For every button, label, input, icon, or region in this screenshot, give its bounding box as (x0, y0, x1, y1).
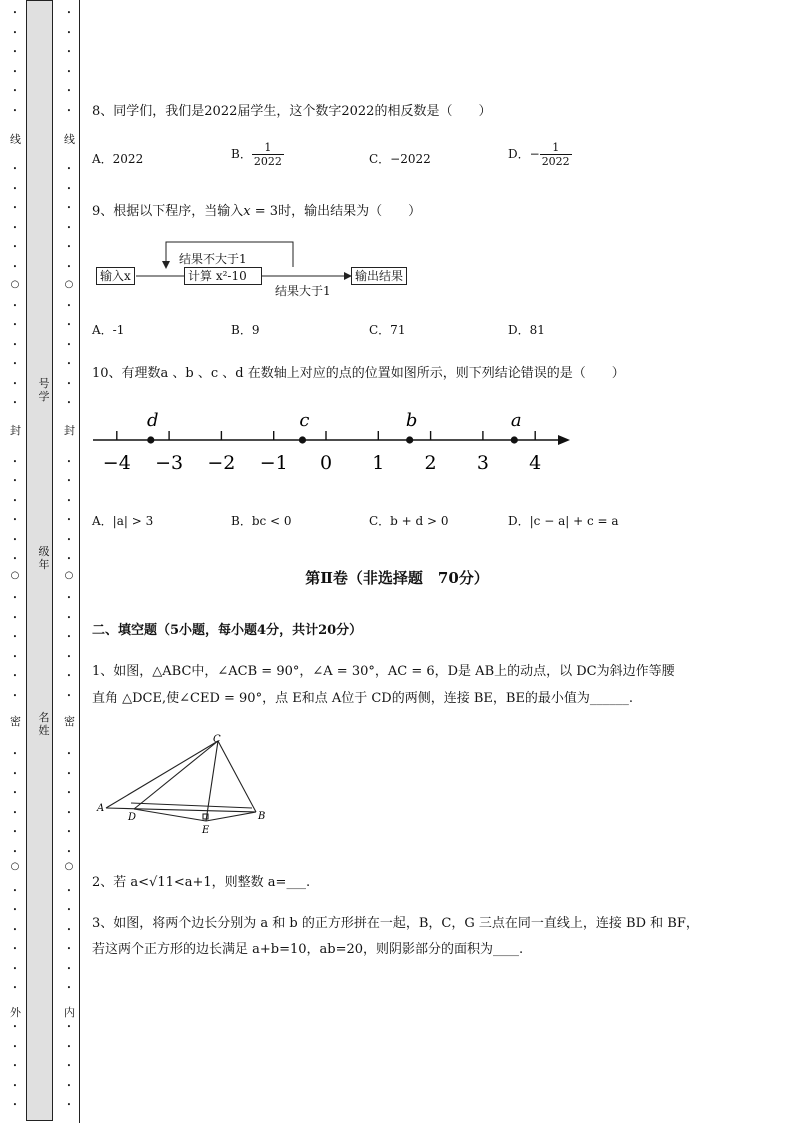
seal-dot: • (66, 204, 72, 212)
seal-dot: • (66, 613, 72, 622)
number-line-point-label-b: b (405, 410, 418, 431)
outer-label-2: 封 (10, 424, 21, 437)
seal-dot: • (66, 1101, 72, 1109)
seal-dot: • (12, 964, 18, 973)
inner-circle-3: ○ (64, 861, 74, 872)
seal-dot: • (12, 925, 18, 934)
seal-dot: • (12, 9, 18, 17)
seal-dot: • (66, 477, 72, 485)
seal-dot: • (12, 555, 18, 563)
seal-dot: • (66, 808, 72, 817)
seal-dot: • (12, 67, 18, 76)
flow-output-box: 输出结果 (351, 267, 407, 285)
question-9: 9、根据以下程序，当输入x = 3时，输出结果为（ ） (92, 204, 422, 219)
seal-dot: • (66, 1042, 72, 1051)
seal-dot: • (66, 964, 72, 973)
seal-dot: • (12, 223, 18, 232)
seal-dot: • (66, 1062, 72, 1070)
label-d: D (128, 812, 137, 823)
number-line-tick-label: −4 (102, 452, 131, 474)
seal-dot: • (66, 886, 72, 895)
q9-option-b: B．9 (231, 323, 260, 337)
seal-dot: • (66, 906, 72, 914)
seal-dot: • (12, 1023, 18, 1031)
number-line-arrow (558, 435, 570, 445)
seal-dot: • (66, 67, 72, 76)
seal-dot: • (12, 243, 18, 251)
number-line-point-b (406, 436, 413, 443)
number-line-figure (90, 405, 580, 480)
seal-dot: • (66, 340, 72, 349)
seal-dot: • (12, 984, 18, 992)
seal-dot: • (66, 516, 72, 524)
inner-label-1: 线 (64, 133, 75, 146)
outer-label-1: 线 (10, 133, 21, 146)
inner-label-3: 密 (64, 715, 75, 728)
margin-border-line (79, 0, 80, 1123)
number-line-point-d (147, 436, 154, 443)
number-line-tick-label: 0 (319, 452, 333, 474)
label-a: A (97, 803, 105, 814)
seal-dot: • (66, 828, 72, 836)
seal-dot: • (66, 360, 72, 368)
seal-dot: • (66, 9, 72, 17)
seal-dot: • (12, 340, 18, 349)
seal-dot: • (12, 1042, 18, 1051)
seal-dot: • (12, 808, 18, 817)
seal-dot: • (66, 262, 72, 271)
seal-dot: • (12, 28, 18, 37)
seal-dot: • (12, 750, 18, 758)
outer-circle-2: ○ (10, 570, 20, 581)
seal-dot: • (66, 223, 72, 232)
seal-dot: • (66, 789, 72, 797)
seal-dot: • (66, 243, 72, 251)
seal-dot: • (12, 535, 18, 544)
seal-dot: • (12, 399, 18, 407)
q8-option-c: C．−2022 (369, 152, 431, 166)
inner-label-4: 内 (64, 1006, 75, 1019)
seal-dot: • (66, 769, 72, 778)
q10-option-b: B．bc < 0 (231, 514, 292, 528)
outer-label-4: 外 (10, 1006, 21, 1019)
q8-option-d: D．− $\frac{1}{2022}$ (508, 141, 570, 168)
fill-question-3-line-2: 若这两个正方形的边长满足 a+b=10，ab=20，则阴影部分的面积为____. (92, 942, 524, 957)
field-name: 名姓 (38, 711, 50, 737)
label-b: B (258, 811, 266, 822)
seal-dot: • (66, 496, 72, 505)
label-e: E (202, 825, 210, 836)
seal-dot: • (66, 1023, 72, 1031)
seal-dot: • (66, 672, 72, 680)
seal-dot: • (12, 106, 18, 115)
seal-dot: • (66, 457, 72, 466)
number-line-tick-label: 2 (424, 452, 437, 474)
number-line-tick-label: −3 (155, 452, 184, 474)
number-line-tick-label: −1 (259, 452, 288, 474)
number-line-tick-label: 3 (476, 452, 489, 474)
outer-label-3: 密 (10, 715, 21, 728)
seal-dot: • (66, 379, 72, 388)
seal-dot: • (12, 886, 18, 895)
fill-question-1-line-1: 1、如图，△ABC中，∠ACB = 90°，∠A = 30°，AC = 6，D是 AB上的动点，以 DC为斜边作等腰 (92, 664, 675, 679)
seal-dot: • (66, 301, 72, 310)
q8-option-a: A．2022 (92, 152, 144, 166)
seal-dot: • (66, 1081, 72, 1090)
inner-circle-1: ○ (64, 279, 74, 290)
seal-dot: • (66, 321, 72, 329)
seal-dot: • (12, 691, 18, 700)
number-line-tick-label: 4 (529, 452, 542, 474)
fill-question-1-line-2: 直角 △DCE,使∠CED = 90°，点 E和点 A位于 CD的两侧，连接 BE，BE的最小值为______. (92, 691, 634, 706)
seal-dot: • (12, 613, 18, 622)
seal-dot: • (66, 691, 72, 700)
seal-dot: • (66, 594, 72, 602)
field-student-id: 号学 (38, 377, 50, 403)
fill-in-blank-heading: 二、填空题（5小题，每小题4分，共计20分） (92, 623, 363, 638)
seal-dot: • (12, 360, 18, 368)
q8-option-b: B． $\frac{1}{2022}$ (231, 141, 282, 168)
seal-dot: • (66, 184, 72, 193)
seal-dot: • (66, 87, 72, 95)
number-line-point-label-a: a (510, 410, 522, 431)
flow-compute-box: 计算 x²-10 (184, 267, 262, 285)
seal-dot: • (66, 106, 72, 115)
seal-dot: • (12, 847, 18, 856)
seal-dot: • (66, 165, 72, 173)
seal-dot: • (12, 262, 18, 271)
seal-dot: • (66, 750, 72, 758)
seal-dot: • (12, 1101, 18, 1109)
flow-loop-label: 结果不大于1 (179, 252, 247, 266)
seal-dot: • (66, 984, 72, 992)
seal-dot: • (12, 477, 18, 485)
seal-dot: • (66, 945, 72, 953)
seal-dot: • (12, 828, 18, 836)
q10-option-c: C．b + d > 0 (369, 514, 449, 528)
seal-dot: • (12, 321, 18, 329)
seal-dot: • (66, 535, 72, 544)
seal-dot: • (12, 496, 18, 505)
seal-dot: • (12, 769, 18, 778)
q9-option-c: C．71 (369, 323, 406, 337)
seal-dot: • (12, 1062, 18, 1070)
inner-circle-2: ○ (64, 570, 74, 581)
triangle-figure (94, 730, 274, 840)
outer-circle-1: ○ (10, 279, 20, 290)
q9-option-a: A．-1 (92, 323, 125, 337)
number-line-tick-label: 1 (372, 452, 385, 474)
seal-dot: • (66, 28, 72, 37)
seal-dot: • (66, 399, 72, 407)
fill-question-3-line-1: 3、如图，将两个边长分别为 a 和 b 的正方形拼在一起，B，C，G 三点在同一直线上，连接 BD 和 BF， (92, 916, 699, 931)
field-grade: 级年 (38, 545, 50, 571)
seal-dot: • (12, 945, 18, 953)
seal-dot: • (12, 789, 18, 797)
section-2-title: 第Ⅱ卷（非选择题 70分） (305, 569, 489, 587)
q10-option-a: A．|a| > 3 (92, 514, 154, 528)
seal-dot: • (12, 652, 18, 661)
seal-dot: • (12, 457, 18, 466)
number-line-point-label-c: c (299, 410, 310, 431)
seal-dot: • (66, 633, 72, 641)
seal-dot: • (66, 847, 72, 856)
seal-dot: • (12, 379, 18, 388)
seal-dot: • (12, 633, 18, 641)
flow-input-box: 输入x (96, 267, 135, 285)
q9-option-d: D．81 (508, 323, 545, 337)
inner-label-2: 封 (64, 424, 75, 437)
seal-dot: • (12, 184, 18, 193)
number-line-point-c (299, 436, 306, 443)
seal-dot: • (12, 672, 18, 680)
seal-dot: • (12, 594, 18, 602)
outer-circle-3: ○ (10, 861, 20, 872)
seal-dot: • (12, 906, 18, 914)
question-8: 8、同学们，我们是2022届学生，这个数字2022的相反数是（ ） (92, 104, 492, 119)
seal-dot: • (12, 204, 18, 212)
seal-dot: • (12, 1081, 18, 1090)
question-10: 10、有理数a 、b 、c 、d 在数轴上对应的点的位置如图所示，则下列结论错误的是（ ） (92, 366, 625, 381)
number-line-tick-label: −2 (207, 452, 236, 474)
number-line-point-a (511, 436, 518, 443)
seal-dot: • (12, 165, 18, 173)
seal-dot: • (12, 301, 18, 310)
flow-forward-label: 结果大于1 (275, 284, 331, 298)
number-line-point-label-d: d (147, 410, 159, 431)
seal-dot: • (66, 925, 72, 934)
seal-dot: • (66, 48, 72, 56)
seal-dot: • (66, 555, 72, 563)
seal-dot: • (66, 652, 72, 661)
seal-dot: • (12, 48, 18, 56)
q10-option-d: D．|c − a| + c = a (508, 514, 619, 528)
seal-dot: • (12, 516, 18, 524)
label-c: C (213, 734, 221, 745)
seal-dot: • (12, 87, 18, 95)
fill-question-2: 2、若 a<√11<a+1，则整数 a=___. (92, 875, 311, 890)
